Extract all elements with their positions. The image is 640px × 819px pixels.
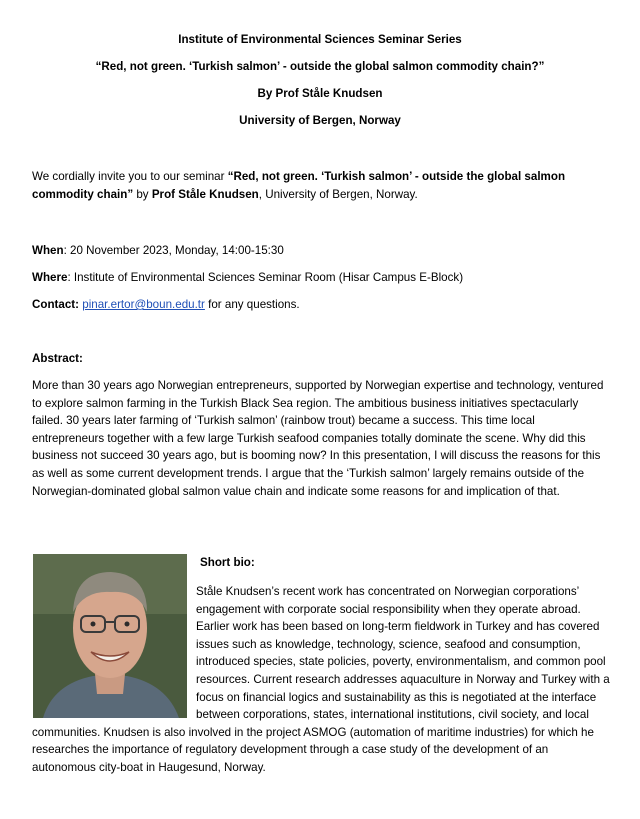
seminar-series-heading: Institute of Environmental Sciences Seminar Series bbox=[178, 33, 462, 46]
contact-line bbox=[32, 296, 610, 314]
when-label: When bbox=[32, 244, 64, 257]
contact-colon: : bbox=[75, 298, 80, 311]
invitation-paragraph bbox=[32, 168, 610, 203]
invite-speaker: Prof Ståle Knudsen bbox=[151, 187, 259, 201]
where-line bbox=[32, 269, 610, 287]
invite-title: “Red, not green. ‘Turkish salmon’ - outside the global salmon commodity chain” bbox=[32, 170, 566, 201]
contact-email-link[interactable]: pinar.ertor@boun.edu.tr bbox=[82, 298, 205, 311]
when-line bbox=[32, 242, 610, 260]
when-value: : 20 November 2023, Monday, 14:00-15:30 bbox=[63, 244, 284, 257]
short-bio-text bbox=[32, 583, 610, 777]
contact-suffix: for any questions. bbox=[204, 298, 300, 311]
speaker-byline: By Prof Ståle Knudsen bbox=[257, 87, 383, 100]
where-value: : Institute of Environmental Sciences Seminar Room (Hisar Campus E-Block) bbox=[67, 271, 464, 284]
short-bio-heading: Short bio: bbox=[200, 556, 255, 569]
speaker-affiliation: University of Bergen, Norway bbox=[239, 114, 401, 127]
abstract-text: More than 30 years ago Norwegian entrepreneurs, supported by Norwegian expertise and technology, ventured to explore salmon farming in the Turkish Black Sea region. The ambitious business initiatives spectacularly failed. 30 years later farming of ‘Turkish salmon’ (rainbow trout) became a success. This time local entrepreneurs together with a few large Turkish seafood companies totally dominate the scene. Why did this business not succeed 30 years ago, but is booming now? In this presentation, I will discuss the reasons for this as well as some current development trends. I argue that the ‘Turkish salmon’ largely remains outside of the Norwegian-dominated global salmon value chain and indicate some reasons for and implication of that. bbox=[32, 379, 604, 498]
invite-by: by bbox=[133, 187, 152, 201]
contact-label: Contact bbox=[32, 298, 76, 311]
bio-body: Ståle Knudsen’s recent work has concentrated on Norwegian corporations’ engagement with corporate social responsibility when they operate abroad. Earlier work has been based on long-term fieldwork in Turkey and has covered issues such as knowledge, technology, science, seafood and consumption, introduced species, state policies, poverty, environmentalism, and common pool resources. Current research addresses aquaculture in Norway and Turkey with a focus on financial logics and sustainability as this is negotiated at the interface between corporations, states, international institutions, civil society, and local communities. Knudsen is also involved in the project ASMOG (automation of maritime industries) for which he researches the importance of regulatory development through a case study of the development of an autonomous city-boat in Haugesund, Norway. bbox=[32, 585, 610, 774]
invite-suffix: , University of Bergen, Norway. bbox=[258, 187, 418, 201]
abstract-heading: Abstract: bbox=[32, 352, 83, 365]
invite-prefix: We cordially invite you to our seminar bbox=[32, 170, 228, 183]
seminar-title: “Red, not green. ‘Turkish salmon’ - outside the global salmon commodity chain?” bbox=[95, 60, 545, 73]
where-label: Where bbox=[32, 271, 68, 284]
